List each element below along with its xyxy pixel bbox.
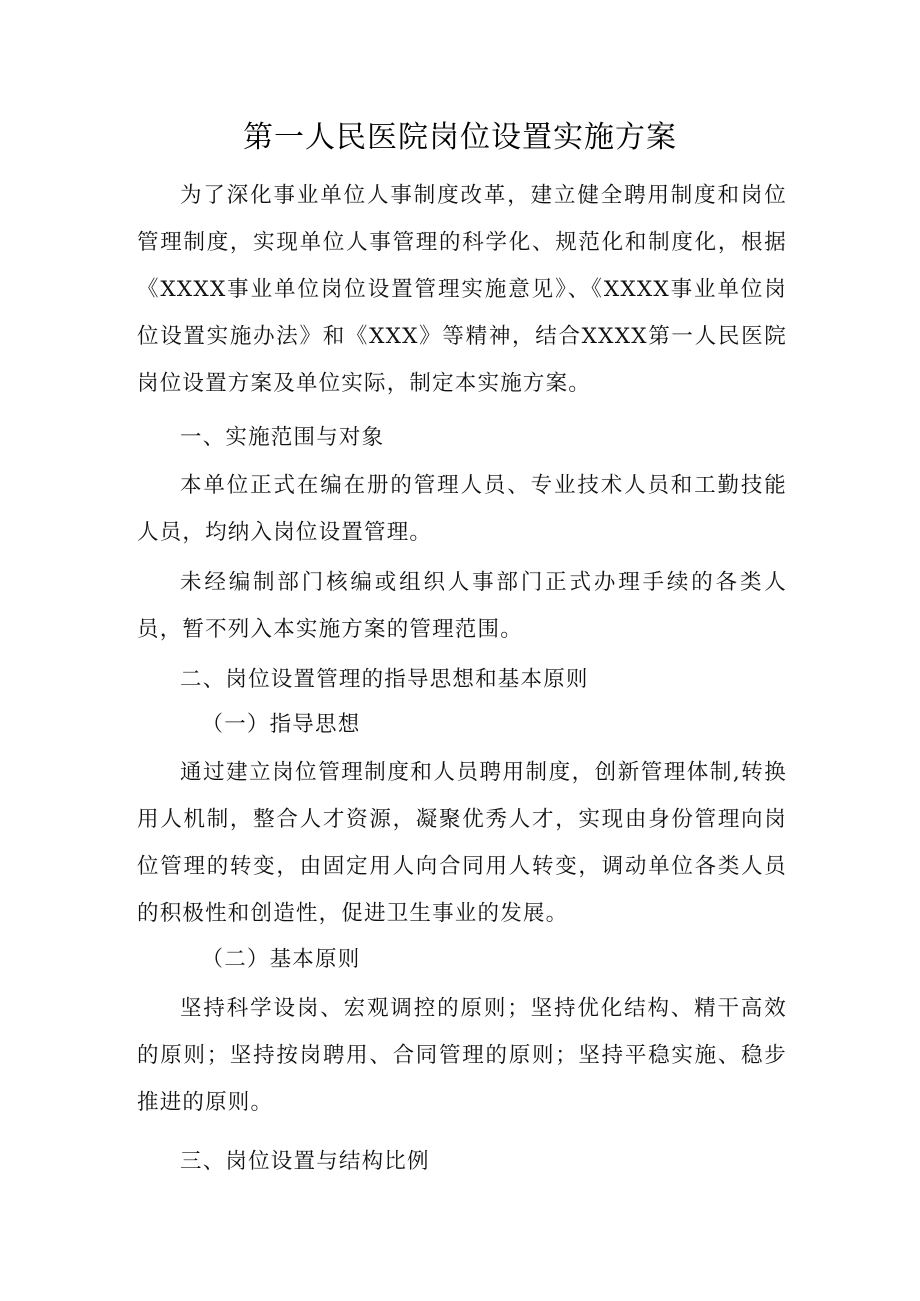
subsection-2-heading: （二）基本原则 <box>201 947 361 972</box>
section-1-heading: 一、实施范围与对象 <box>180 425 385 450</box>
subsection-1-paragraph: 通过建立岗位管理制度和人员聘用制度，创新管理体制,转换用人机制，整合人才资源，凝聚优秀人才，实现由身份管理向岗位管理的转变，由固定用人向合同用人转变，调动单位各类人员的积极性和创造性，促进卫生事业的发展。 <box>137 760 787 926</box>
document-title: 第一人民医院岗位设置实施方案 <box>243 120 677 155</box>
section-3-heading: 三、岗位设置与结构比例 <box>180 1149 430 1174</box>
section-1-paragraph-2: 未经编制部门核编或组织人事部门正式办理手续的各类人员，暂不列入本实施方案的管理范围。 <box>137 570 787 642</box>
subsection-2-paragraph: 坚持科学设岗、宏观调控的原则；坚持优化结构、精干高效的原则；坚持按岗聘用、合同管理的原则；坚持平稳实施、稳步推进的原则。 <box>137 996 787 1115</box>
section-2-heading: 二、岗位设置管理的指导思想和基本原则 <box>180 667 589 692</box>
section-1-paragraph-1: 本单位正式在编在册的管理人员、专业技术人员和工勤技能人员，均纳入岗位设置管理。 <box>137 473 787 545</box>
intro-paragraph: 为了深化事业单位人事制度改革，建立健全聘用制度和岗位管理制度，实现单位人事管理的科学化、规范化和制度化，根据《XXXX事业单位岗位设置管理实施意见》、《XXXX事业单位岗位设置实施办法》和《XXX》等精神，结合XXXX第一人民医院岗位设置方案及单位实际，制定本实施方案。 <box>137 183 787 396</box>
subsection-1-heading: （一）指导思想 <box>201 712 361 737</box>
